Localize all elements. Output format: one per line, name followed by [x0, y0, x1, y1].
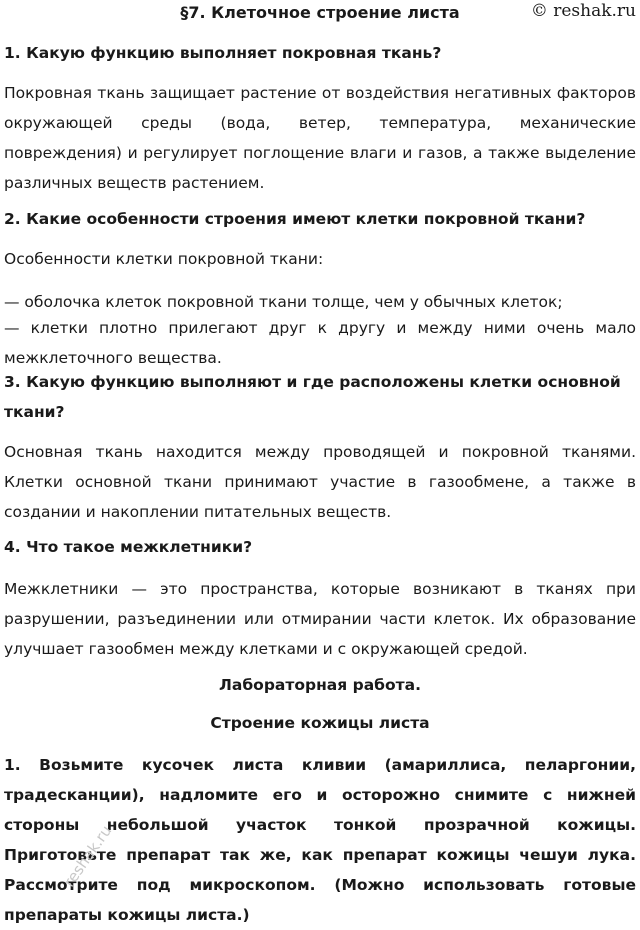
answer-2-intro: Особенности клетки покровной ткани: — [4, 250, 324, 268]
lab-heading: Лабораторная работа. — [219, 676, 421, 694]
question-4: 4. Что такое межклетники? — [4, 538, 253, 556]
answer-2-item-2: — клетки плотно прилегают друг к другу и между ними очень мало межклеточного вещества. — [4, 319, 636, 367]
question-2: 2. Какие особенности строения имеют клетки покровной ткани? — [4, 210, 586, 228]
answer-3: Основная ткань находится между проводящей и покровной тканями. Клетки основной ткани принимают участие в газообмене, а также в создании и накоплении питательных веществ. — [4, 443, 636, 521]
answer-4: Межклетники — это пространства, которые возникают в тканях при разрушении, разъединении или отмирании части клеток. Их образование улучшает газообмен между клетками и с окружающей средой. — [4, 580, 636, 658]
site-watermark: © reshak.ru — [530, 1, 636, 21]
lab-task-1: 1. Возьмите кусочек листа кливии (амариллиса, пеларгонии, традесканции), надломите его и осторожно снимите с нижней стороны небольшой участок тонкой прозрачной кожицы. Приготовьте препарат так же, как препарат кожицы чешуи лука. Рассмотрите под микроскопом. (Можно использовать готовые препараты кожицы листа.) — [4, 756, 636, 924]
lab-subheading: Строение кожицы листа — [210, 714, 430, 732]
question-3: 3. Какую функцию выполняют и где расположены клетки основной ткани? — [4, 373, 621, 421]
page-title: §7. Клеточное строение листа — [180, 3, 460, 22]
question-1: 1. Какую функцию выполняет покровная ткань? — [4, 44, 442, 62]
diagonal-watermark: reshak.ru — [60, 822, 116, 891]
answer-2-item-1: — оболочка клеток покровной ткани толще, чем у обычных клеток; — [4, 293, 563, 311]
answer-1: Покровная ткань защищает растение от воздействия негативных факторов окружающей среды (вода, ветер, температура, механические повреждения) и регулирует поглощение влаги и газов, а также выделение различных веществ растением. — [4, 84, 636, 192]
